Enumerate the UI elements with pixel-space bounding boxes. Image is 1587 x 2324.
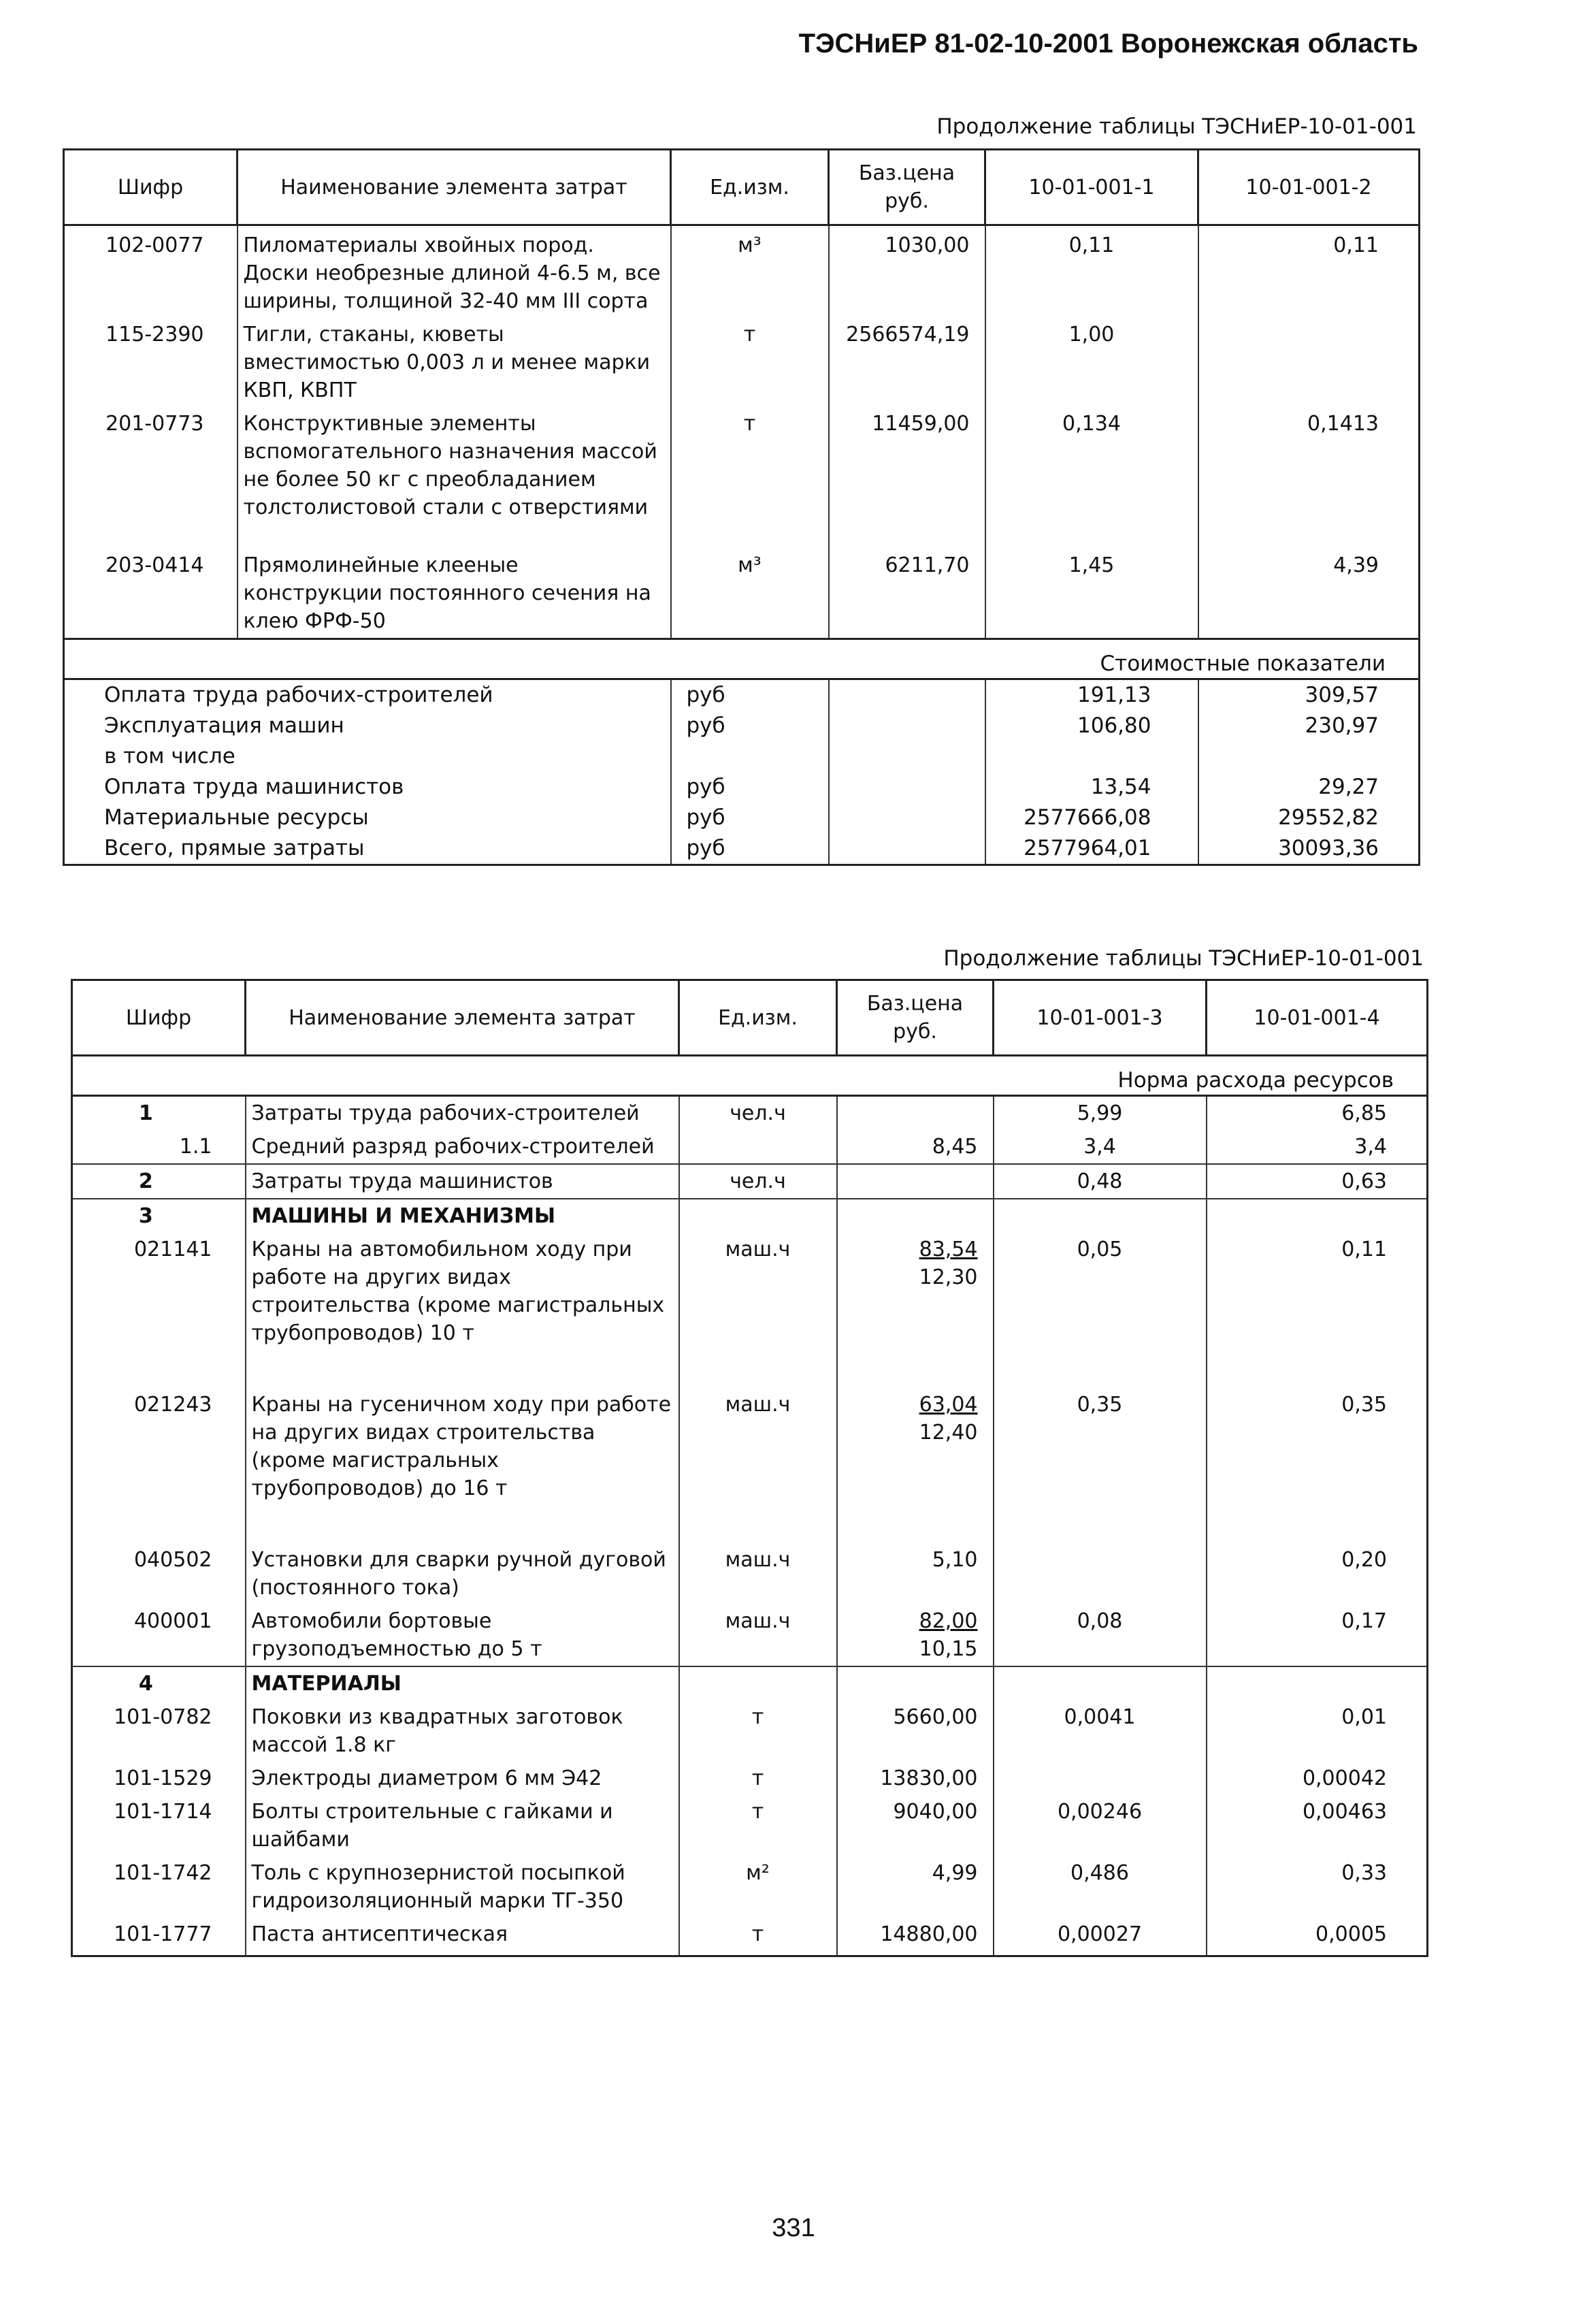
totals-empty	[829, 772, 985, 803]
resource-base-price	[837, 1388, 994, 1543]
resource-norm-1: 0,35	[994, 1388, 1207, 1543]
resource-code: 021243	[133, 1393, 212, 1417]
resource-norm-2: 0,1413	[1198, 407, 1420, 549]
resource-code: 201-0773	[105, 412, 204, 436]
resource-norm-1	[994, 1666, 1207, 1700]
resource-name: МАШИНЫ И МЕХАНИЗМЫ	[246, 1199, 679, 1233]
table-row	[72, 1130, 1428, 1164]
resource-unit: маш.ч	[679, 1388, 837, 1543]
table-row	[72, 1199, 1428, 1233]
totals-empty	[829, 679, 985, 711]
totals-unit: руб	[671, 772, 829, 803]
resource-name: МАТЕРИАЛЫ	[246, 1666, 679, 1700]
table-row	[72, 1233, 1428, 1388]
totals-unit: руб	[671, 803, 829, 833]
resource-norm-2: 0,33	[1207, 1856, 1428, 1918]
resource-unit: т	[679, 1918, 837, 1956]
totals-row	[64, 772, 1420, 803]
table-row	[64, 407, 1420, 549]
table-row	[64, 549, 1420, 639]
totals-label: Материальные ресурсы	[104, 805, 369, 830]
resource-code: 101-1742	[114, 1861, 212, 1885]
totals-value-1: 191,13	[985, 679, 1198, 711]
totals-empty	[829, 803, 985, 833]
resource-unit	[679, 1130, 837, 1164]
base-price-value: 5,10	[932, 1548, 978, 1572]
table2-col-v2: 10-01-001-4	[1207, 980, 1428, 1056]
resource-norm-1	[994, 1199, 1207, 1233]
totals-row	[64, 711, 1420, 741]
resource-code: 4	[72, 1666, 246, 1700]
base-price-value: 13830,00	[880, 1766, 978, 1790]
resource-name: Конструктивные элементы вспомогательного назначения массой не более 50 кг с преобладанием толстолистовой стали с отверстиями	[238, 407, 671, 549]
resource-unit: маш.ч	[679, 1543, 837, 1604]
resource-base-price	[837, 1918, 994, 1956]
resource-base-price	[837, 1096, 994, 1131]
resource-name: Установки для сварки ручной дуговой (постоянного тока)	[246, 1543, 679, 1604]
resource-base-price	[837, 1604, 994, 1666]
resource-name: Толь с крупнозернистой посыпкой гидроизоляционный марки ТГ-350	[246, 1856, 679, 1918]
resource-norm-1: 1,45	[985, 549, 1198, 639]
resource-unit: чел.ч	[679, 1164, 837, 1199]
resource-base-price	[837, 1164, 994, 1199]
totals-value-2: 29552,82	[1198, 803, 1420, 833]
resource-norm-2: 4,39	[1198, 549, 1420, 639]
resource-code: 021141	[133, 1238, 212, 1261]
resource-base-price	[837, 1762, 994, 1795]
table-row	[72, 1762, 1428, 1795]
totals-label: Эксплуатация машин	[104, 713, 344, 738]
resource-unit: м³	[671, 549, 829, 639]
totals-value-2: 309,57	[1198, 679, 1420, 711]
resource-code: 1	[72, 1096, 246, 1131]
norm-section-label: Норма расхода ресурсов	[72, 1056, 1428, 1096]
resource-base-price	[837, 1199, 994, 1233]
table-row	[72, 1388, 1428, 1543]
table2-header-row	[72, 980, 1428, 1056]
totals-unit	[671, 741, 829, 772]
resource-norm-2: 0,0005	[1207, 1918, 1428, 1956]
resource-norm-1: 0,0041	[994, 1700, 1207, 1762]
base-price-value: 14880,00	[880, 1922, 978, 1946]
resource-name: Краны на гусеничном ходу при работе на других видах строительства (кроме магистральных трубопроводов) до 16 т	[246, 1388, 679, 1543]
norm-section-row	[72, 1056, 1428, 1096]
resource-base-price	[837, 1130, 994, 1164]
totals-empty	[829, 741, 985, 772]
resource-norm-2: 3,4	[1207, 1130, 1428, 1164]
document-header: ТЭСНиЕР 81-02-10-2001 Воронежская область	[798, 29, 1418, 59]
resource-unit: т	[671, 318, 829, 407]
table2-continuation-caption: Продолжение таблицы ТЭСНиЕР-10-01-001	[943, 946, 1424, 971]
totals-row	[64, 803, 1420, 833]
resource-norm-2: 0,11	[1207, 1233, 1428, 1388]
resource-code: 400001	[133, 1609, 212, 1633]
resource-norm-2: 0,20	[1207, 1543, 1428, 1604]
resource-code: 040502	[133, 1548, 212, 1572]
table1-col-v2: 10-01-001-2	[1198, 150, 1420, 225]
table-row	[72, 1164, 1428, 1199]
resource-code: 102-0077	[105, 233, 204, 257]
totals-unit: руб	[671, 711, 829, 741]
totals-value-2	[1198, 741, 1420, 772]
resource-norm-2: 0,01	[1207, 1700, 1428, 1762]
base-price-value: 6211,70	[885, 553, 970, 577]
resource-norm-1: 0,134	[985, 407, 1198, 549]
cost-section-row	[64, 639, 1420, 679]
resource-norm-1: 0,00246	[994, 1795, 1207, 1856]
totals-label: в том числе	[104, 744, 235, 769]
table2-col-code: Шифр	[72, 980, 246, 1056]
totals-unit: руб	[671, 679, 829, 711]
resource-norm-1: 0,11	[985, 225, 1198, 319]
resource-base-price	[837, 1700, 994, 1762]
table1-continuation-caption: Продолжение таблицы ТЭСНиЕР-10-01-001	[936, 114, 1417, 139]
table1-col-v1: 10-01-001-1	[985, 150, 1198, 225]
table1-col-name: Наименование элемента затрат	[238, 150, 671, 225]
table-row	[64, 225, 1420, 319]
resource-name: Затраты труда машинистов	[246, 1164, 679, 1199]
resource-unit: м²	[679, 1856, 837, 1918]
resource-norm-1: 0,48	[994, 1164, 1207, 1199]
table-row	[72, 1700, 1428, 1762]
totals-empty	[829, 711, 985, 741]
resource-unit: т	[679, 1762, 837, 1795]
resource-code: 3	[72, 1199, 246, 1233]
resource-unit: чел.ч	[679, 1096, 837, 1131]
totals-value-1: 2577964,01	[985, 833, 1198, 865]
table-row	[72, 1918, 1428, 1956]
totals-value-2: 29,27	[1198, 772, 1420, 803]
resource-base-price	[837, 1666, 994, 1700]
table-row	[72, 1666, 1428, 1700]
base-price-value: 83,54	[919, 1238, 978, 1261]
totals-label: Оплата труда машинистов	[104, 775, 404, 799]
resource-base-price	[837, 1795, 994, 1856]
resource-norm-2: 0,63	[1207, 1164, 1428, 1199]
totals-value-1: 13,54	[985, 772, 1198, 803]
resource-code: 1.1	[179, 1135, 212, 1159]
resource-name: Затраты труда рабочих-строителей	[246, 1096, 679, 1131]
resource-base-price	[829, 549, 985, 639]
table-row	[72, 1543, 1428, 1604]
resource-norm-1: 0,00027	[994, 1918, 1207, 1956]
resource-name: Пиломатериалы хвойных пород. Доски необрезные длиной 4-6.5 м, все ширины, толщиной 32-40 мм III сорта	[238, 225, 671, 319]
resource-norm-1: 0,08	[994, 1604, 1207, 1666]
base-price-wage-value: 12,40	[919, 1421, 978, 1445]
resource-name: Средний разряд рабочих-строителей	[246, 1130, 679, 1164]
base-price-wage-value: 10,15	[919, 1637, 978, 1661]
resource-code: 101-1529	[114, 1766, 212, 1790]
resource-name: Прямолинейные клееные конструкции постоянного сечения на клею ФРФ-50	[238, 549, 671, 639]
resource-base-price	[837, 1233, 994, 1388]
resource-code: 101-1777	[114, 1922, 212, 1946]
resource-unit	[679, 1199, 837, 1233]
resource-norm-2: 0,17	[1207, 1604, 1428, 1666]
resource-name: Паста антисептическая	[246, 1918, 679, 1956]
resource-table-1	[63, 148, 1420, 866]
resource-code: 203-0414	[105, 553, 204, 577]
base-price-value: 63,04	[919, 1393, 978, 1417]
resource-code: 101-0782	[114, 1705, 212, 1729]
resource-base-price	[837, 1543, 994, 1604]
resource-norm-1	[994, 1762, 1207, 1795]
base-price-value: 4,99	[932, 1861, 978, 1885]
table-row	[64, 318, 1420, 407]
totals-unit: руб	[671, 833, 829, 865]
table-row	[72, 1604, 1428, 1666]
resource-base-price	[829, 225, 985, 319]
resource-norm-2: 0,00042	[1207, 1762, 1428, 1795]
table1-col-price: Баз.цена руб.	[829, 150, 985, 225]
base-price-value: 1030,00	[885, 233, 970, 257]
totals-empty	[829, 833, 985, 865]
resource-name: Электроды диаметром 6 мм Э42	[246, 1762, 679, 1795]
resource-norm-2: 0,35	[1207, 1388, 1428, 1543]
totals-value-1: 106,80	[985, 711, 1198, 741]
table1-col-code: Шифр	[64, 150, 238, 225]
table2-col-unit: Ед.изм.	[679, 980, 837, 1056]
table2-col-price: Баз.цена руб.	[837, 980, 994, 1056]
resource-name: Поковки из квадратных заготовок массой 1.8 кг	[246, 1700, 679, 1762]
resource-unit: маш.ч	[679, 1233, 837, 1388]
totals-value-1	[985, 741, 1198, 772]
totals-row	[64, 833, 1420, 865]
resource-unit: т	[679, 1700, 837, 1762]
totals-row	[64, 679, 1420, 711]
resource-norm-2: 0,11	[1198, 225, 1420, 319]
base-price-value: 8,45	[932, 1135, 978, 1159]
resource-norm-1: 1,00	[985, 318, 1198, 407]
resource-unit: маш.ч	[679, 1604, 837, 1666]
resource-unit	[679, 1666, 837, 1700]
base-price-value: 9040,00	[893, 1800, 978, 1824]
resource-unit: м³	[671, 225, 829, 319]
resource-code: 2	[72, 1164, 246, 1199]
resource-norm-2	[1207, 1199, 1428, 1233]
totals-row	[64, 741, 1420, 772]
table1-header-row	[64, 150, 1420, 225]
resource-unit: т	[671, 407, 829, 549]
totals-value-2: 30093,36	[1198, 833, 1420, 865]
cost-section-label: Стоимостные показатели	[64, 639, 1420, 679]
base-price-value: 82,00	[919, 1609, 978, 1633]
table-row	[72, 1856, 1428, 1918]
resource-code: 101-1714	[114, 1800, 212, 1824]
table-row	[72, 1096, 1428, 1131]
table2-col-name: Наименование элемента затрат	[246, 980, 679, 1056]
resource-name: Автомобили бортовые грузоподъемностью до 5 т	[246, 1604, 679, 1666]
totals-value-2: 230,97	[1198, 711, 1420, 741]
resource-norm-2: 6,85	[1207, 1096, 1428, 1131]
resource-name: Краны на автомобильном ходу при работе на других видах строительства (кроме магистральных трубопроводов) 10 т	[246, 1233, 679, 1388]
resource-norm-1: 0,486	[994, 1856, 1207, 1918]
page-number: 331	[772, 2214, 815, 2242]
totals-label: Всего, прямые затраты	[104, 836, 365, 860]
resource-unit: т	[679, 1795, 837, 1856]
resource-base-price	[829, 318, 985, 407]
table-row	[72, 1795, 1428, 1856]
resource-norm-1: 0,05	[994, 1233, 1207, 1388]
resource-norm-2: 0,00463	[1207, 1795, 1428, 1856]
resource-norm-1: 5,99	[994, 1096, 1207, 1131]
resource-norm-1	[994, 1543, 1207, 1604]
base-price-wage-value: 12,30	[919, 1265, 978, 1289]
resource-base-price	[837, 1856, 994, 1918]
base-price-value: 11459,00	[872, 412, 970, 436]
resource-table-2	[71, 979, 1428, 1957]
totals-value-1: 2577666,08	[985, 803, 1198, 833]
resource-base-price	[829, 407, 985, 549]
base-price-value: 2566574,19	[846, 323, 970, 346]
resource-name: Тигли, стаканы, кюветы вместимостью 0,003 л и менее марки КВП, КВПТ	[238, 318, 671, 407]
resource-norm-1: 3,4	[994, 1130, 1207, 1164]
table2-col-v1: 10-01-001-3	[994, 980, 1207, 1056]
resource-code: 115-2390	[105, 323, 204, 346]
resource-norm-2	[1207, 1666, 1428, 1700]
resource-norm-2	[1198, 318, 1420, 407]
table1-col-unit: Ед.изм.	[671, 150, 829, 225]
resource-name: Болты строительные с гайками и шайбами	[246, 1795, 679, 1856]
totals-label: Оплата труда рабочих-строителей	[64, 679, 671, 711]
base-price-value: 5660,00	[893, 1705, 978, 1729]
